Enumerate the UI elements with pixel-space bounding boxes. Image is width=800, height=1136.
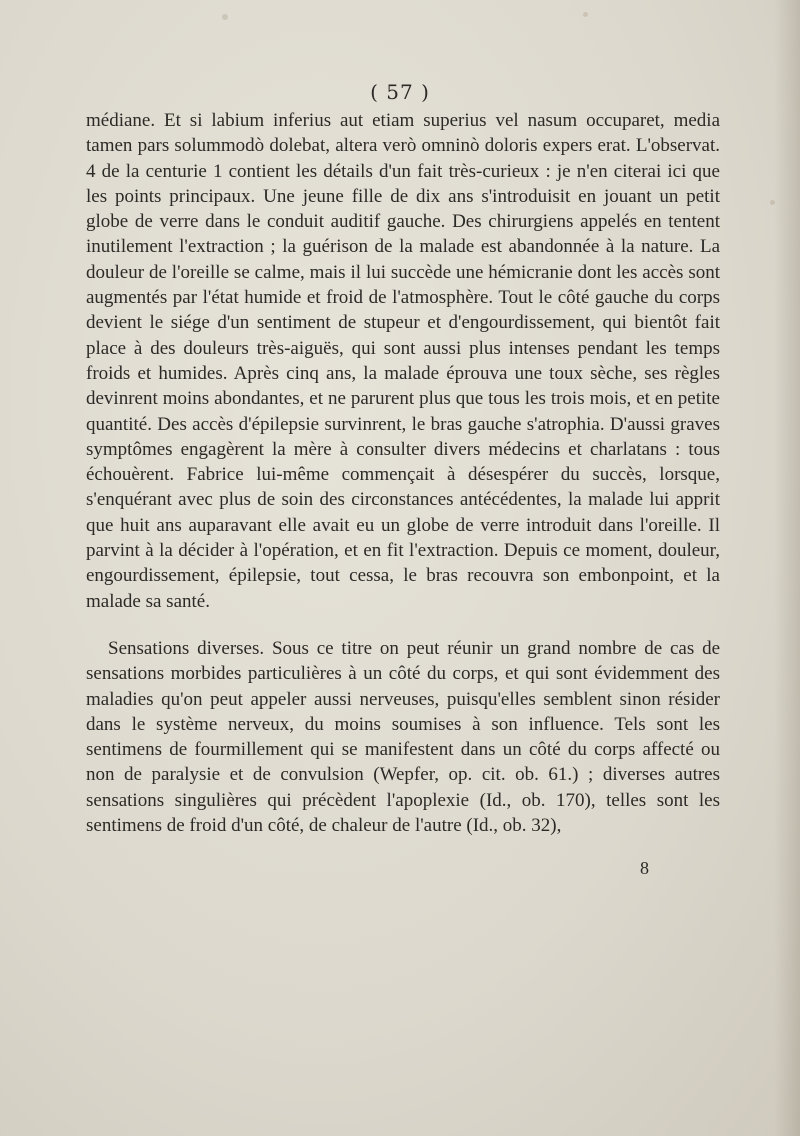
paper-spot [222, 14, 228, 20]
page-number-header: ( 57 ) [370, 80, 430, 104]
paper-spot [770, 200, 775, 205]
paragraph-2: Sensations diverses. Sous ce titre on peut réunir un grand nombre de cas de sensations morbides particulières à un côté du corps, et qui sont évidemment des maladies qu'on peut appeler aussi nerveuses, puisqu'elles semblent sinon résider dans le système nerveux, du moins soumises à son influence. Tels sont les sentimens de fourmillement qui se manifestent dans un côté du corps affecté ou non de paralysie et de convulsion (Wepfer, op. cit. ob. 61.) ; diverses autres sensations singulières qui précèdent l'apoplexie (Id., ob. 170), telles sont les sentimens de froid d'un côté, de chaleur de l'autre (Id., ob. 32), [86, 637, 720, 837]
signature-mark: 8 [640, 858, 649, 878]
paragraph-1: médiane. Et si labium inferius aut etiam superius vel nasum occuparet, media tamen pars solummodò dolebat, altera verò omninò doloris expers erat. L'observat. 4 de la centurie 1 contient les détails d'un fait très-curieux : je n'en citerai ici que les points principaux. Une jeune fille de dix ans s'introduisit en jouant un petit globe de verre dans le conduit auditif gauche. Des chirurgiens appelés en tentent inutilement l'extraction ; la guérison de la malade est abandonnée à la nature. La douleur de l'oreille se calme, mais il lui succède une hémicranie dont les accès sont augmentés par l'état humide et froid de l'atmosphère. Tout le côté gauche du corps devient le siége d'un sentiment de stupeur et d'engourdissement, qui bientôt fait place à des douleurs très-aiguës, qui sont aussi plus intenses pendant les temps froids et humides. Après cinq ans, la malade éprouva une toux sèche, ses règles devinrent moins abondantes, et ne parurent plus que tous les trois mois, et en petite quantité. Des accès d'épilepsie survinrent, le bras gauche s'atrophia. D'aussi graves symptômes engagèrent la mère à consulter divers médecins et charlatans : tous échouèrent. Fabrice lui-même commençait à désespérer du succès, lorsque, s'enquérant avec plus de soin des circonstances antécédentes, la malade lui apprit que huit ans auparavant elle avait eu un globe de verre introduit dans l'oreille. Il parvint à la décider à l'opération, et en fit l'extraction. Depuis ce moment, douleur, engourdissement, épilepsie, tout cessa, le bras recouvra son embonpoint, et la malade sa santé. [86, 110, 720, 612]
page-edge-shadow [774, 0, 800, 1136]
body-text [86, 108, 720, 838]
paper-spot [583, 12, 588, 17]
